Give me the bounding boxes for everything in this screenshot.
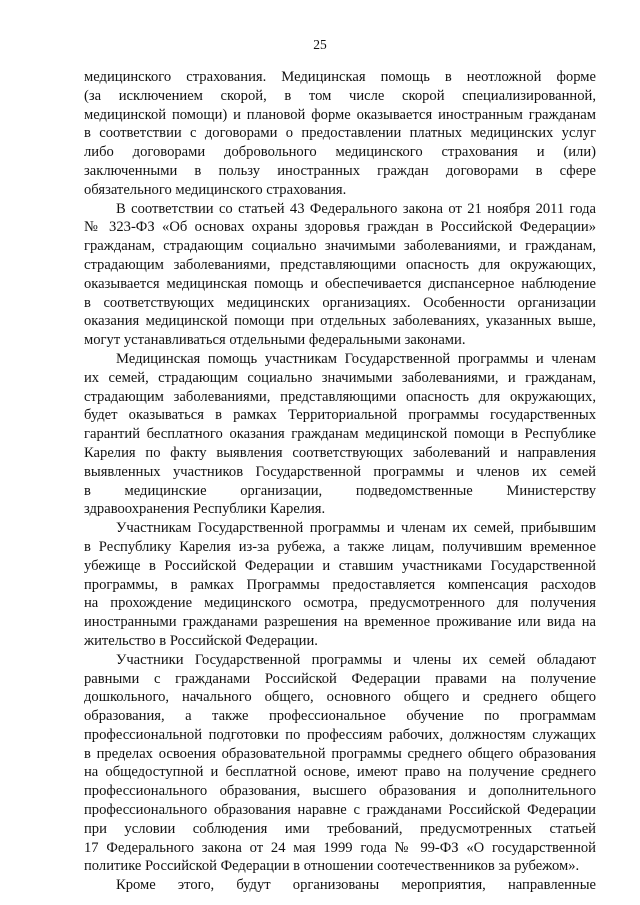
text-line: при условии соблюдения ими требований, предусмотренных статьей bbox=[84, 820, 596, 837]
text-line: гражданам, страдающим социально значимыми заболеваниями, и гражданам, bbox=[84, 238, 596, 255]
text-line: оказания медицинской помощи при отдельных заболеваниях, указанных выше, bbox=[84, 313, 596, 330]
text-line: политике Российской Федерации в отношении соотечественников за рубежом». bbox=[84, 858, 580, 875]
text-line: обязательного медицинского страхования. bbox=[84, 181, 347, 198]
paragraph-1 bbox=[84, 68, 596, 200]
paragraph-6 bbox=[84, 876, 596, 895]
text-line: жительство в Российской Федерации. bbox=[84, 632, 318, 649]
text-line: в медицинские организации, подведомственные Министерству bbox=[84, 482, 596, 499]
text-line: программы, в рамках Программы предоставляется компенсация расходов bbox=[84, 576, 596, 593]
text-line: могут устанавливаться отдельными федеральными законами. bbox=[84, 332, 466, 349]
paragraph-4 bbox=[84, 519, 596, 651]
text-line: образования, а также профессиональное обучение по программам bbox=[84, 708, 596, 725]
text-line: Медицинская помощь участникам Государственной программы и членам bbox=[116, 350, 596, 367]
text-line: на общедоступной и бесплатной основе, имеют право на получение среднего bbox=[84, 764, 596, 781]
text-line: страдающим заболеваниями, представляющими опасность для окружающих, bbox=[84, 388, 596, 405]
text-line: будет оказываться в рамках Территориальной программы государственных bbox=[84, 407, 596, 424]
text-line: № 323-ФЗ «Об основах охраны здоровья граждан в Российской Федерации» bbox=[84, 219, 596, 236]
text-line: профессиональной подготовки по профессиям рабочих, должностям служащих bbox=[84, 726, 596, 743]
text-line: медицинской помощи) и плановой форме оказывается иностранным гражданам bbox=[84, 106, 596, 123]
text-line: медицинского страхования. Медицинская помощь в неотложной форме bbox=[84, 69, 596, 85]
text-line: выявленных участников Государственной программы и членов их семей bbox=[84, 463, 596, 480]
text-line: профессионального образования, высшего образования и дополнительного bbox=[84, 783, 596, 800]
text-line: убежище в Российской Федерации и ставшим участниками Государственной bbox=[84, 557, 596, 574]
text-line: либо договорами добровольного медицинского страхования и (или) bbox=[84, 144, 596, 161]
text-line: в Республику Карелия из-за рубежа, а также лицам, получившим временное bbox=[84, 538, 596, 555]
paragraph-3 bbox=[84, 350, 596, 519]
text-line: 17 Федерального закона от 24 мая 1999 года № 99-ФЗ «О государственной bbox=[84, 839, 596, 856]
text-line: В соответствии со статьей 43 Федерального закона от 21 ноября 2011 года bbox=[116, 200, 596, 217]
text-line: иностранными гражданами разрешения на временное проживание или вида на bbox=[84, 614, 596, 631]
text-line: дошкольного, начального общего, основного общего и среднего общего bbox=[84, 689, 596, 706]
page-number: 25 bbox=[313, 37, 327, 52]
text-line: Участникам Государственной программы и членам их семей, прибывшим bbox=[116, 520, 596, 537]
text-line: гарантий бесплатного оказания гражданам медицинской помощи в Республике bbox=[84, 426, 596, 443]
text-line: профессионального образования наравне с гражданами Российской Федерации bbox=[84, 802, 596, 819]
text-line: Кроме этого, будут организованы мероприятия, направленные bbox=[116, 877, 596, 894]
document-body bbox=[84, 68, 596, 895]
text-line: (за исключением скорой, в том числе скорой специализированной, bbox=[84, 87, 596, 104]
text-line: их семей, страдающим социально значимыми заболеваниями, и гражданам, bbox=[84, 369, 596, 386]
text-line: Участники Государственной программы и члены их семей обладают bbox=[116, 651, 596, 668]
text-line: в пределах освоения образовательной программы среднего общего образования bbox=[84, 745, 596, 762]
text-line: в соответствующих медицинских организациях. Особенности организации bbox=[84, 294, 596, 311]
text-line: на прохождение медицинского осмотра, предусмотренного для получения bbox=[84, 595, 596, 612]
text-line: заключенными в пользу иностранных граждан договорами в сфере bbox=[84, 162, 596, 179]
text-line: Карелия по факту выявления соответствующих заболеваний и направления bbox=[84, 444, 596, 461]
text-line: страдающим заболеваниями, представляющими опасность для окружающих, bbox=[84, 256, 596, 273]
text-line: равными с гражданами Российской Федерации правами на получение bbox=[84, 670, 596, 687]
text-line: в соответствии с договорами о предоставлении платных медицинских услуг bbox=[84, 125, 596, 142]
paragraph-5 bbox=[84, 651, 596, 877]
text-line: здравоохранения Республики Карелия. bbox=[84, 501, 326, 518]
paragraph-2 bbox=[84, 200, 596, 350]
text-line: оказывается медицинская помощь и обеспечивается диспансерное наблюдение bbox=[84, 275, 596, 292]
